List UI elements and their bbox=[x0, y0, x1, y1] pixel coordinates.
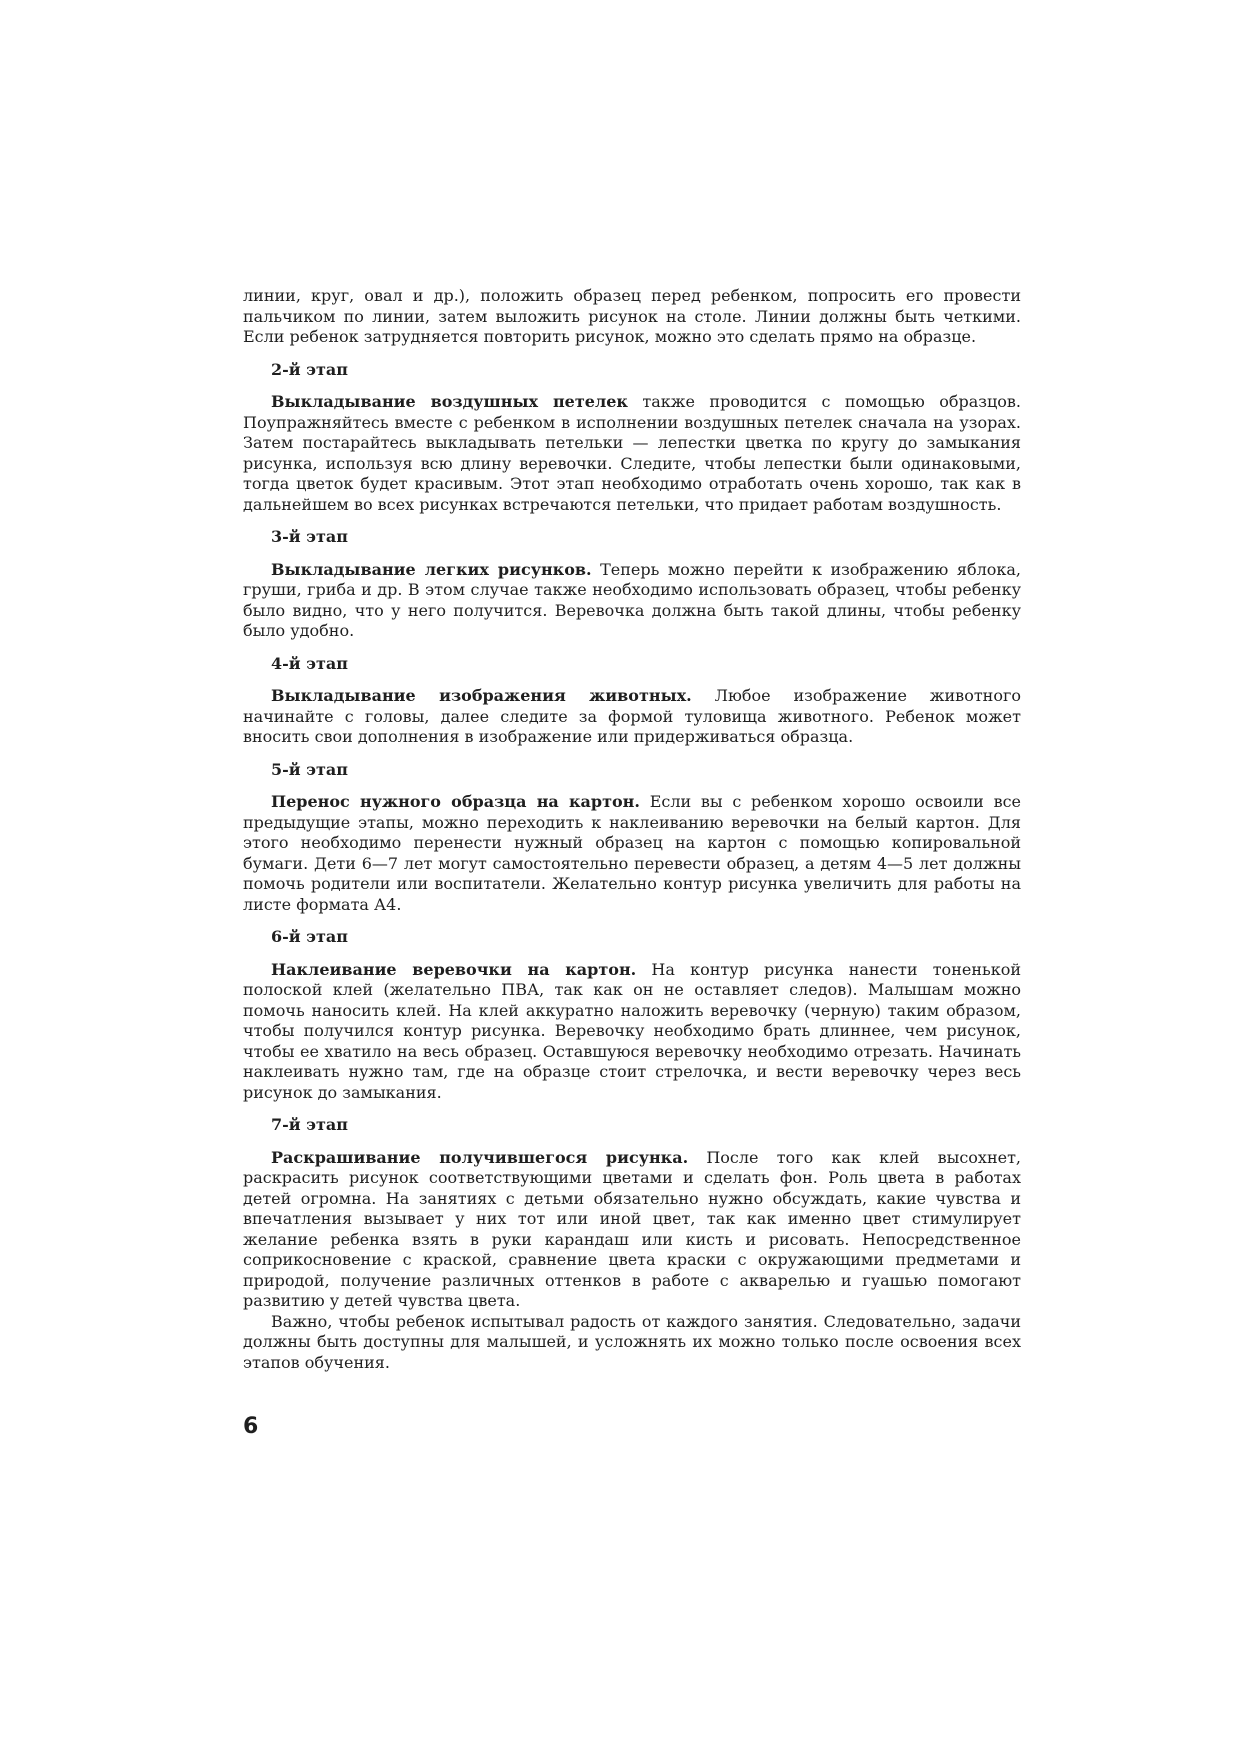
intro-paragraph: линии, круг, овал и др.), положить образец перед ребенком, попросить его провести пальчиком по линии, затем выложить рисунок на столе. Линии должны быть четкими. Если ребенок затрудняется повторить рисунок, можно это сделать прямо на образце. bbox=[243, 286, 1021, 346]
stage-6-text: На контур рисунка нанести тоненькой полоской клей (желательно ПВА, так как он не оставляет следов). Малышам можно помочь наносить клей. На клей аккуратно наложить веревочку (черную) таким образом, чтобы получился контур рисунка. Веревочку необходимо брать длиннее, чем рисунок, чтобы ее хватило на весь образец. Оставшуюся веревочку необходимо отрезать. Начинать наклеивать нужно там, где на образце стоит стрелочка, и вести веревочку через весь рисунок до замыкания. bbox=[243, 959, 1021, 1102]
stage-5-lead: Перенос нужного образца на картон. bbox=[271, 792, 640, 811]
stage-3-lead: Выкладывание легких рисунков. bbox=[271, 559, 592, 579]
stage-3-text: Теперь можно перейти к изображению яблока, груши, гриба и др. В этом случае также необходимо использовать образец, чтобы ребенку было видно, что у него получится. Веревочка должна быть такой длины, чтобы ребенку было удобно. bbox=[243, 559, 1022, 640]
final-paragraph: Важно, чтобы ребенок испытывал радость от каждого занятия. Следовательно, задачи должны быть доступны для малышей, и усложнять их можно только после освоения всех этапов обучения. bbox=[243, 1311, 1021, 1372]
stage-5-heading: 5-й этап bbox=[271, 759, 348, 779]
page-body bbox=[243, 286, 1021, 1373]
stage-2-paragraph bbox=[243, 392, 1021, 515]
stage-7-paragraph bbox=[243, 1148, 1021, 1312]
stage-7-heading: 7-й этап bbox=[271, 1115, 348, 1134]
stage-3-heading: 3-й этап bbox=[271, 527, 348, 546]
stage-2-lead: Выкладывание воздушных петелек bbox=[271, 392, 628, 411]
page-number: 6 bbox=[243, 1414, 259, 1439]
stage-2-text: также проводится с помощью образцов. Поупражняйтесь вместе с ребенком в исполнении воздушных петелек сначала на узорах. Затем постарайтесь выкладывать петельки — лепестки цветка по кругу до замыкания рисунка, используя всю длину веревочки. Следите, чтобы лепестки были одинаковыми, тогда цветок будет красивым. Этот этап необходимо отработать очень хорошо, так как в дальнейшем во всех рисунках встречаются петельки, что придает работам воздушность. bbox=[243, 392, 1022, 514]
stage-4-paragraph bbox=[243, 686, 1021, 748]
stage-5-paragraph bbox=[243, 792, 1021, 915]
stage-6-heading: 6-й этап bbox=[271, 927, 348, 946]
stage-7-lead: Раскрашивание получившегося рисунка. bbox=[271, 1147, 689, 1167]
stage-6-lead: Наклеивание веревочки на картон. bbox=[271, 959, 637, 979]
stage-2-heading: 2-й этап bbox=[271, 359, 348, 379]
stage-4-heading: 4-й этап bbox=[271, 653, 348, 673]
stage-6-paragraph bbox=[243, 960, 1021, 1104]
stage-4-text: Любое изображение животного начинайте с головы, далее следите за формой туловища животного. Ребенок может вносить свои дополнения в изображение или придерживаться образца. bbox=[243, 686, 1021, 746]
stage-4-lead: Выкладывание изображения животных. bbox=[271, 686, 692, 705]
stage-7-text: После того как клей высохнет, раскрасить рисунок соответствующими цветами и сделать фон. Роль цвета в работах детей огромна. На занятиях с детьми обязательно нужно обсуждать, какие чувства и впечатления вызывает у них тот или иной цвет, так как именно цвет стимулирует желание ребенка взять в руки карандаш или кисть и рисовать. Непосредственное соприкосновение с краской, сравнение цвета краски с окружающими предметами и природой, получение различных оттенков в работе с акварелью и гуашью помогают развитию у детей чувства цвета. bbox=[243, 1147, 1022, 1310]
stage-5-text: Если вы с ребенком хорошо освоили все предыдущие этапы, можно переходить к наклеиванию веревочки на белый картон. Для этого необходимо перенести нужный образец на картон с помощью копировальной бумаги. Дети 6—7 лет могут самостоятельно перевести образец, а детям 4—5 лет должны помочь родители или воспитатели. Желательно контур рисунка увеличить для работы на листе формата А4. bbox=[243, 792, 1022, 914]
stage-3-paragraph bbox=[243, 560, 1021, 642]
